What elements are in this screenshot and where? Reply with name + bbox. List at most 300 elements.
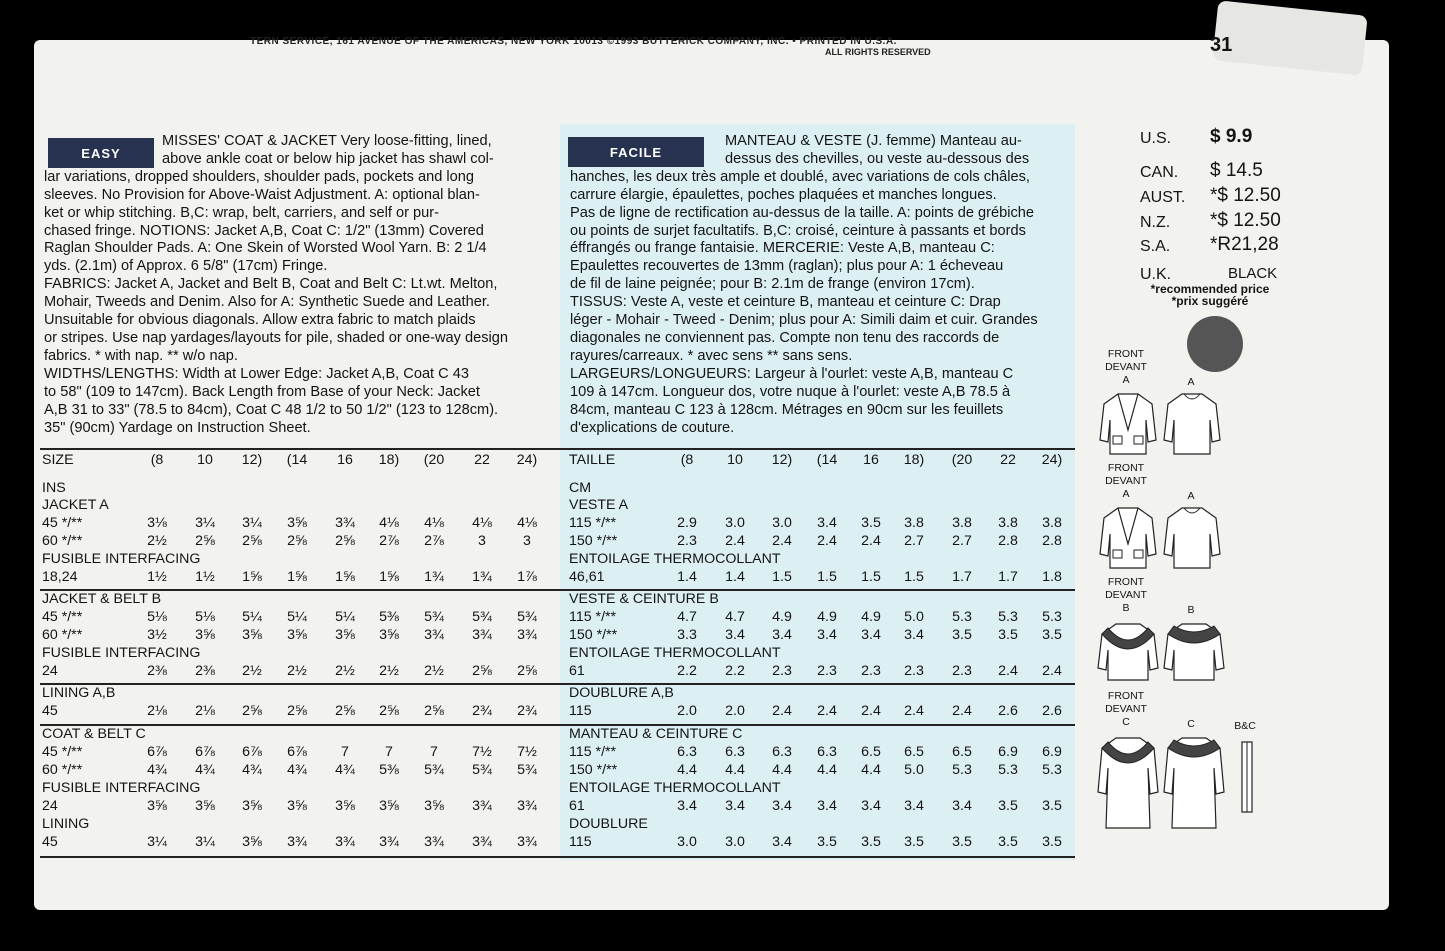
row-label: LINING <box>42 816 90 832</box>
yardage-cell: 3.8 <box>952 515 972 531</box>
size-header-cell: (20 <box>951 452 973 468</box>
yardage-cell: 3.8 <box>1042 515 1062 531</box>
yardage-cell: 3½ <box>147 627 167 643</box>
yardage-cell: 2.4 <box>861 533 881 549</box>
price-row <box>1140 160 1290 182</box>
yardage-cell: 5⅜ <box>379 609 399 625</box>
row-label: MANTEAU & CEINTURE C <box>569 726 743 742</box>
yardage-cell: 2½ <box>424 663 444 679</box>
pattern-number: 31 <box>1210 34 1233 56</box>
price-row <box>1140 126 1290 148</box>
yardage-cell: 3⅝ <box>287 627 307 643</box>
yardage-cell: 5.3 <box>952 609 972 625</box>
yardage-cell: 2⅞ <box>379 533 399 549</box>
yardage-cell: 5.3 <box>998 609 1018 625</box>
yardage-cell: 1½ <box>147 569 167 585</box>
yardage-cell: 3.5 <box>998 627 1018 643</box>
yardage-cell: 2.4 <box>904 703 924 719</box>
yardage-cell: 2.0 <box>677 703 697 719</box>
yardage-cell: 3.5 <box>817 834 837 850</box>
row-label: 45 <box>42 834 58 850</box>
yardage-cell: 6⅞ <box>287 744 307 760</box>
row-label: COAT & BELT C <box>42 726 146 742</box>
english-description-line: sleeves. No Provision for Above-Waist Adjustment. A: optional blan- <box>44 186 480 203</box>
price-row <box>1140 262 1290 284</box>
yardage-cell: 3.0 <box>725 834 745 850</box>
sketch-label-back-c: C <box>1187 718 1195 730</box>
yardage-cell: 5⅜ <box>379 762 399 778</box>
yardage-cell: 2.3 <box>904 663 924 679</box>
yardage-cell: 2.4 <box>998 663 1018 679</box>
yardage-cell: 3.4 <box>861 627 881 643</box>
row-label: 60 */** <box>42 762 83 778</box>
yardage-cell: 3⅝ <box>287 798 307 814</box>
yardage-cell: 3⅝ <box>242 627 262 643</box>
english-description-line: 35" (90cm) Yardage on Instruction Sheet. <box>44 419 311 436</box>
yardage-cell: 7 <box>385 744 393 760</box>
yardage-cell: 5.3 <box>1042 762 1062 778</box>
yardage-cell: 6.3 <box>772 744 792 760</box>
yardage-cell: 7 <box>430 744 438 760</box>
yardage-cell: 3.5 <box>1042 627 1062 643</box>
yardage-cell: 3.4 <box>725 798 745 814</box>
yardage-cell: 4¾ <box>335 762 355 778</box>
row-label: ENTOILAGE THERMOCOLLANT <box>569 645 781 661</box>
yardage-cell: 3.4 <box>677 798 697 814</box>
french-description <box>570 133 1075 437</box>
french-description-line: TISSUS: Veste A, veste et ceinture B, manteau et ceinture C: Drap <box>570 294 1001 311</box>
english-description-line: Mohair, Tweeds and Denim. Also for A: Synthetic Suede and Leather. <box>44 294 490 311</box>
yardage-cell: 3⅝ <box>424 798 444 814</box>
yardage-cell: 5¼ <box>242 609 262 625</box>
yardage-cell: 3.3 <box>677 627 697 643</box>
yardage-cell: 3.5 <box>861 834 881 850</box>
yardage-cell: 3.4 <box>772 627 792 643</box>
english-description-line: fabrics. * with nap. ** w/o nap. <box>44 347 238 364</box>
yardage-cell: 6.9 <box>1042 744 1062 760</box>
yardage-cell: 3.5 <box>998 798 1018 814</box>
yardage-cell: 2.4 <box>952 703 972 719</box>
yardage-cell: 7½ <box>472 744 492 760</box>
row-label: 115 */** <box>569 744 617 760</box>
yardage-cell: 6⅞ <box>242 744 262 760</box>
yardage-cell: 2⅝ <box>195 533 215 549</box>
yardage-cell: 3¾ <box>472 834 492 850</box>
yardage-cell: 4.4 <box>772 762 792 778</box>
yardage-cell: 4.4 <box>817 762 837 778</box>
yardage-cell: 1.7 <box>998 569 1018 585</box>
yardage-cell: 3⅝ <box>335 627 355 643</box>
price-value: $ 9.9 <box>1210 126 1253 147</box>
yardage-cell: 1¾ <box>424 569 444 585</box>
size-header-cell: (14 <box>816 452 838 468</box>
yardage-cell: 3¾ <box>517 834 537 850</box>
yardage-cell: 2.6 <box>998 703 1018 719</box>
yardage-cell: 1.7 <box>952 569 972 585</box>
row-label: FUSIBLE INTERFACING <box>42 551 201 567</box>
size-header-cell: 22 <box>474 452 490 468</box>
facile-badge: FACILE <box>568 137 704 167</box>
yardage-cell: 2.3 <box>772 663 792 679</box>
size-header-cell: (8 <box>680 452 694 468</box>
jacket-a-front-sketch <box>1098 390 1158 458</box>
yardage-cell: 2.8 <box>998 533 1018 549</box>
sketch-label-back-a: A <box>1187 376 1195 388</box>
french-description-line: dessus des chevilles, ou veste au-dessous des <box>725 150 1030 167</box>
table-header-label: SIZE <box>42 452 74 468</box>
row-label: CM <box>569 480 592 496</box>
yardage-cell: 6.9 <box>998 744 1018 760</box>
size-header-cell: 24) <box>516 452 538 468</box>
french-description-line: rayures/carreaux. * avec sens ** sans sens. <box>570 347 853 364</box>
yardage-cell: 4.9 <box>861 609 881 625</box>
yardage-cell: 3.4 <box>817 627 837 643</box>
jacket-a-back-sketch <box>1162 390 1222 458</box>
french-description-line: 84cm, manteau C 123 à 128cm. Métrages en 90cm sur les feuillets <box>570 401 1004 418</box>
size-header-cell: 12) <box>771 452 793 468</box>
size-header-cell: 18) <box>378 452 400 468</box>
size-header-cell: 12) <box>241 452 263 468</box>
row-label: 45 <box>42 703 58 719</box>
yardage-cell: 3⅝ <box>287 515 307 531</box>
yardage-cell: 2⅛ <box>147 703 167 719</box>
sketch-label-front-a: FRONT DEVANT A <box>1105 348 1147 386</box>
yardage-cell: 1.5 <box>861 569 881 585</box>
yardage-cell: 3.5 <box>904 834 924 850</box>
french-description-line: de fil de laine peignée; pour B: 2.1m de frange (environ 17cm). <box>570 276 975 293</box>
english-description <box>44 133 549 437</box>
sketch-label-back-b: B <box>1187 604 1195 616</box>
french-description-line: diagonales ne conviennent pas. Compte non tenu des raccords de <box>570 329 1000 346</box>
yardage-cell: 3¼ <box>242 515 262 531</box>
yardage-cell: 3⅝ <box>335 798 355 814</box>
table-top-rule <box>40 448 1075 450</box>
yardage-cell: 3¾ <box>472 627 492 643</box>
coat-c-back-sketch <box>1162 732 1226 832</box>
yardage-cell: 5.3 <box>998 762 1018 778</box>
jacket-a2-front-sketch <box>1098 504 1158 572</box>
yardage-cell: 6.5 <box>904 744 924 760</box>
yardage-cell: 4¾ <box>195 762 215 778</box>
yardage-cell: 2⅝ <box>472 663 492 679</box>
yardage-cell: 2⅝ <box>517 663 537 679</box>
row-label: LINING A,B <box>42 685 116 701</box>
size-header-cell: 16 <box>863 452 879 468</box>
yardage-cell: 2.4 <box>772 703 792 719</box>
size-table-french <box>569 452 1074 862</box>
yardage-cell: 1.5 <box>817 569 837 585</box>
yardage-cell: 3¼ <box>195 515 215 531</box>
row-label: 61 <box>569 798 585 814</box>
yardage-cell: 2⅝ <box>335 703 355 719</box>
size-header-cell: (14 <box>286 452 308 468</box>
yardage-cell: 3¾ <box>335 515 355 531</box>
english-description-line: A,B 31 to 33" (78.5 to 84cm), Coat C 48 1/2 to 50 1/2" (123 to 128cm). <box>44 401 499 418</box>
address-line: TERN SERVICE, 161 AVENUE OF THE AMERICAS, NEW YORK 10013 ©1993 BUTTERICK COMPANY, INC. • PRINTED IN U.S.A. <box>250 36 897 47</box>
yardage-cell: 4.9 <box>772 609 792 625</box>
yardage-cell: 3.5 <box>952 627 972 643</box>
yardage-cell: 5¼ <box>335 609 355 625</box>
yardage-cell: 6⅞ <box>147 744 167 760</box>
row-label: JACKET A <box>42 497 109 513</box>
yardage-cell: 6.3 <box>725 744 745 760</box>
row-label: FUSIBLE INTERFACING <box>42 645 201 661</box>
english-description-line: ket or whip stitching. B,C: wrap, belt, carriers, and self or pur- <box>44 204 439 221</box>
sketch-label-front-a2: FRONT DEVANT A <box>1105 462 1147 500</box>
english-description-line: FABRICS: Jacket A, Jacket and Belt B, Coat and Belt C: Lt.wt. Melton, <box>44 276 498 293</box>
yardage-cell: 3¼ <box>195 834 215 850</box>
row-label: 18,24 <box>42 569 78 585</box>
row-label: DOUBLURE A,B <box>569 685 674 701</box>
sketch-label-back-a2: A <box>1187 490 1195 502</box>
yardage-cell: 2⅝ <box>242 533 262 549</box>
yardage-cell: 5¾ <box>424 609 444 625</box>
yardage-cell: 3.5 <box>1042 834 1062 850</box>
yardage-cell: 3¾ <box>424 627 444 643</box>
price-list <box>1140 122 1290 282</box>
yardage-cell: 3.4 <box>904 627 924 643</box>
row-label: ENTOILAGE THERMOCOLLANT <box>569 780 781 796</box>
yardage-cell: 7 <box>341 744 349 760</box>
yardage-cell: 2.7 <box>904 533 924 549</box>
yardage-cell: 5¾ <box>472 609 492 625</box>
yardage-cell: 2.2 <box>677 663 697 679</box>
yardage-cell: 3¾ <box>424 834 444 850</box>
yardage-cell: 4¾ <box>242 762 262 778</box>
size-header-cell: (8 <box>150 452 164 468</box>
french-description-line: léger - Mohair - Tweed - Denim; plus pour A: Simili daim et cuir. Grandes <box>570 312 1038 329</box>
yardage-cell: 3.4 <box>817 798 837 814</box>
yardage-cell: 3⅝ <box>379 627 399 643</box>
sketch-label-front-c: FRONT DEVANT C <box>1105 690 1147 728</box>
yardage-cell: 2⅝ <box>424 703 444 719</box>
size-table-english <box>42 452 552 862</box>
yardage-cell: 5⅛ <box>195 609 215 625</box>
yardage-cell: 5¾ <box>472 762 492 778</box>
row-label: DOUBLURE <box>569 816 648 832</box>
yardage-cell: 1.4 <box>725 569 745 585</box>
yardage-cell: 5¾ <box>424 762 444 778</box>
yardage-cell: 6.5 <box>952 744 972 760</box>
row-label: 115 */** <box>569 515 617 531</box>
yardage-cell: 4⅛ <box>517 515 537 531</box>
row-label: JACKET & BELT B <box>42 591 162 607</box>
yardage-cell: 2.9 <box>677 515 697 531</box>
row-label: INS <box>42 480 66 496</box>
yardage-cell: 2.4 <box>817 533 837 549</box>
price-value: *$ 12.50 <box>1210 185 1281 206</box>
row-label: 115 */** <box>569 609 617 625</box>
yardage-cell: 2⅝ <box>379 703 399 719</box>
yardage-cell: 3¼ <box>147 834 167 850</box>
yardage-cell: 4.4 <box>725 762 745 778</box>
price-region: U.K. <box>1140 266 1172 283</box>
yardage-cell: 2.4 <box>861 703 881 719</box>
yardage-cell: 3¾ <box>335 834 355 850</box>
yardage-cell: 2⅛ <box>195 703 215 719</box>
yardage-cell: 2¾ <box>517 703 537 719</box>
yardage-cell: 2.4 <box>1042 663 1062 679</box>
yardage-cell: 5.0 <box>904 609 924 625</box>
yardage-cell: 1⅝ <box>242 569 262 585</box>
price-row <box>1140 210 1290 232</box>
yardage-cell: 2⅝ <box>287 533 307 549</box>
yardage-cell: 3⅝ <box>195 627 215 643</box>
yardage-cell: 3¾ <box>472 798 492 814</box>
size-header-cell: 16 <box>337 452 353 468</box>
yardage-cell: 4⅛ <box>424 515 444 531</box>
english-description-line: Raglan Shoulder Pads. A: One Skein of Worsted Wool Yarn. B: 2 1/4 <box>44 240 487 257</box>
row-label: 60 */** <box>42 627 83 643</box>
yardage-cell: 1⅝ <box>335 569 355 585</box>
yardage-cell: 3 <box>478 533 486 549</box>
yardage-cell: 3⅝ <box>195 798 215 814</box>
yardage-cell: 5⅛ <box>147 609 167 625</box>
french-description-line: Pas de ligne de rectification au-dessus de la taille. A: points de grébiche <box>570 204 1035 221</box>
yardage-cell: 3.4 <box>725 627 745 643</box>
price-value: *R21,28 <box>1210 234 1279 255</box>
yardage-cell: 5¾ <box>517 762 537 778</box>
english-description-line: WIDTHS/LENGTHS: Width at Lower Edge: Jacket A,B, Coat C 43 <box>44 365 469 382</box>
english-description-line: lar variations, dropped shoulders, shoulder pads, pockets and long <box>44 168 474 185</box>
yardage-cell: 2.0 <box>725 703 745 719</box>
yardage-cell: 3¾ <box>287 834 307 850</box>
yardage-cell: 2.2 <box>725 663 745 679</box>
english-description-line: or stripes. Use nap yardages/layouts for pile, shaded or one-way design <box>44 329 509 346</box>
yardage-cell: 4.4 <box>861 762 881 778</box>
yardage-cell: 6.5 <box>861 744 881 760</box>
french-description-line: éffrangés ou frange fantaisie. MERCERIE: Veste A,B, manteau C: <box>570 240 995 257</box>
row-label: FUSIBLE INTERFACING <box>42 780 201 796</box>
yardage-cell: 4.4 <box>677 762 697 778</box>
english-description-line: above ankle coat or below hip jacket has shawl col- <box>162 150 494 167</box>
yardage-cell: 3⅝ <box>379 798 399 814</box>
yardage-cell: 2⅝ <box>335 533 355 549</box>
row-label: 45 */** <box>42 744 83 760</box>
row-label: 115 <box>569 834 592 850</box>
yardage-cell: 1¾ <box>472 569 492 585</box>
yardage-cell: 2.4 <box>817 703 837 719</box>
yardage-cell: 7½ <box>517 744 537 760</box>
row-label: 45 */** <box>42 515 83 531</box>
belt-bc-sketch <box>1238 740 1258 814</box>
yardage-cell: 2½ <box>287 663 307 679</box>
yardage-cell: 2.4 <box>725 533 745 549</box>
yardage-cell: 1⅞ <box>517 569 537 585</box>
easy-badge: EASY <box>48 138 154 168</box>
price-row <box>1140 234 1290 256</box>
yardage-cell: 3.8 <box>998 515 1018 531</box>
french-description-line: MANTEAU & VESTE (J. femme) Manteau au- <box>725 133 1022 149</box>
yardage-cell: 3¾ <box>517 627 537 643</box>
yardage-cell: 3 <box>523 533 531 549</box>
yardage-cell: 3⅝ <box>147 798 167 814</box>
table-header-label: TAILLE <box>569 452 616 468</box>
row-label: 24 <box>42 663 58 679</box>
recommended-price-note: *recommended price <box>1150 282 1270 296</box>
yardage-cell: 3.4 <box>772 834 792 850</box>
yardage-cell: 4.7 <box>725 609 745 625</box>
yardage-cell: 2½ <box>242 663 262 679</box>
yardage-cell: 2.7 <box>952 533 972 549</box>
color-dot <box>1187 316 1243 372</box>
size-header-cell: 24) <box>1041 452 1063 468</box>
english-description-line: chased fringe. NOTIONS: Jacket A,B, Coat C: 1/2" (13mm) Covered <box>44 222 484 239</box>
row-label: 45 */** <box>42 609 83 625</box>
yardage-cell: 2⅞ <box>424 533 444 549</box>
row-label: 24 <box>42 798 58 814</box>
yardage-cell: 2⅝ <box>287 703 307 719</box>
yardage-cell: 3.4 <box>861 798 881 814</box>
sketch-label-front-b: FRONT DEVANT B <box>1105 576 1147 614</box>
yardage-cell: 3.4 <box>952 798 972 814</box>
size-header-cell: 18) <box>903 452 925 468</box>
jacket-a2-back-sketch <box>1162 504 1222 572</box>
yardage-cell: 5.3 <box>952 762 972 778</box>
yardage-cell: 2.4 <box>772 533 792 549</box>
yardage-cell: 3.5 <box>861 515 881 531</box>
french-description-line: Epaulettes recouvertes de 13mm (raglan); plus pour A: 1 écheveau <box>570 258 1004 275</box>
sketch-label-belt-bc: B&C <box>1234 720 1256 732</box>
english-description-line: yds. (2.1m) of Approx. 6 5/8" (17cm) Fringe. <box>44 258 328 275</box>
price-region: U.S. <box>1140 130 1172 147</box>
yardage-cell: 2.3 <box>861 663 881 679</box>
price-region: N.Z. <box>1140 214 1171 231</box>
yardage-cell: 1⅝ <box>287 569 307 585</box>
french-description-line: ou points de surjet facultatifs. B,C: croisé, ceinture à passants et bords <box>570 222 1026 239</box>
french-description-line: LARGEURS/LONGUEURS: Largeur à l'ourlet: veste A,B, manteau C <box>570 365 1014 382</box>
yardage-cell: 2.3 <box>677 533 697 549</box>
jacket-b-front-sketch <box>1096 618 1160 684</box>
yardage-cell: 3⅝ <box>242 798 262 814</box>
yardage-cell: 6⅞ <box>195 744 215 760</box>
yardage-cell: 5¼ <box>287 609 307 625</box>
yardage-cell: 3.0 <box>772 515 792 531</box>
yardage-cell: 6.3 <box>817 744 837 760</box>
yardage-cell: 1½ <box>195 569 215 585</box>
yardage-cell: 1.5 <box>772 569 792 585</box>
row-label: 46,61 <box>569 569 605 585</box>
yardage-cell: 1.5 <box>904 569 924 585</box>
price-region: CAN. <box>1140 164 1179 181</box>
yardage-cell: 4⅛ <box>379 515 399 531</box>
yardage-cell: 3.5 <box>998 834 1018 850</box>
row-label: 150 */** <box>569 762 618 778</box>
yardage-cell: 4¾ <box>287 762 307 778</box>
size-header-cell: 22 <box>1000 452 1016 468</box>
yardage-cell: 5¾ <box>517 609 537 625</box>
yardage-cell: 6.3 <box>677 744 697 760</box>
french-description-line: 109 à 147cm. Longueur dos, votre nuque à l'ourlet: veste A,B 78.5 à <box>570 383 1011 400</box>
yardage-cell: 4¾ <box>147 762 167 778</box>
english-description-line: to 58" (109 to 147cm). Back Length from Base of your Neck: Jacket <box>44 383 480 400</box>
price-value: $ 14.5 <box>1210 160 1263 181</box>
yardage-cell: 4.7 <box>677 609 697 625</box>
yardage-cell: 2⅜ <box>147 663 167 679</box>
row-label: 115 <box>569 703 592 719</box>
price-value: *$ 12.50 <box>1210 210 1281 231</box>
yardage-cell: 2½ <box>335 663 355 679</box>
row-label: 150 */** <box>569 533 618 549</box>
row-label: 60 */** <box>42 533 83 549</box>
yardage-cell: 1⅝ <box>379 569 399 585</box>
yardage-cell: 2¾ <box>472 703 492 719</box>
yardage-cell: 3.4 <box>817 515 837 531</box>
yardage-cell: 5.0 <box>904 762 924 778</box>
yardage-cell: 3.4 <box>772 798 792 814</box>
price-region: AUST. <box>1140 189 1186 206</box>
row-label: 61 <box>569 663 585 679</box>
